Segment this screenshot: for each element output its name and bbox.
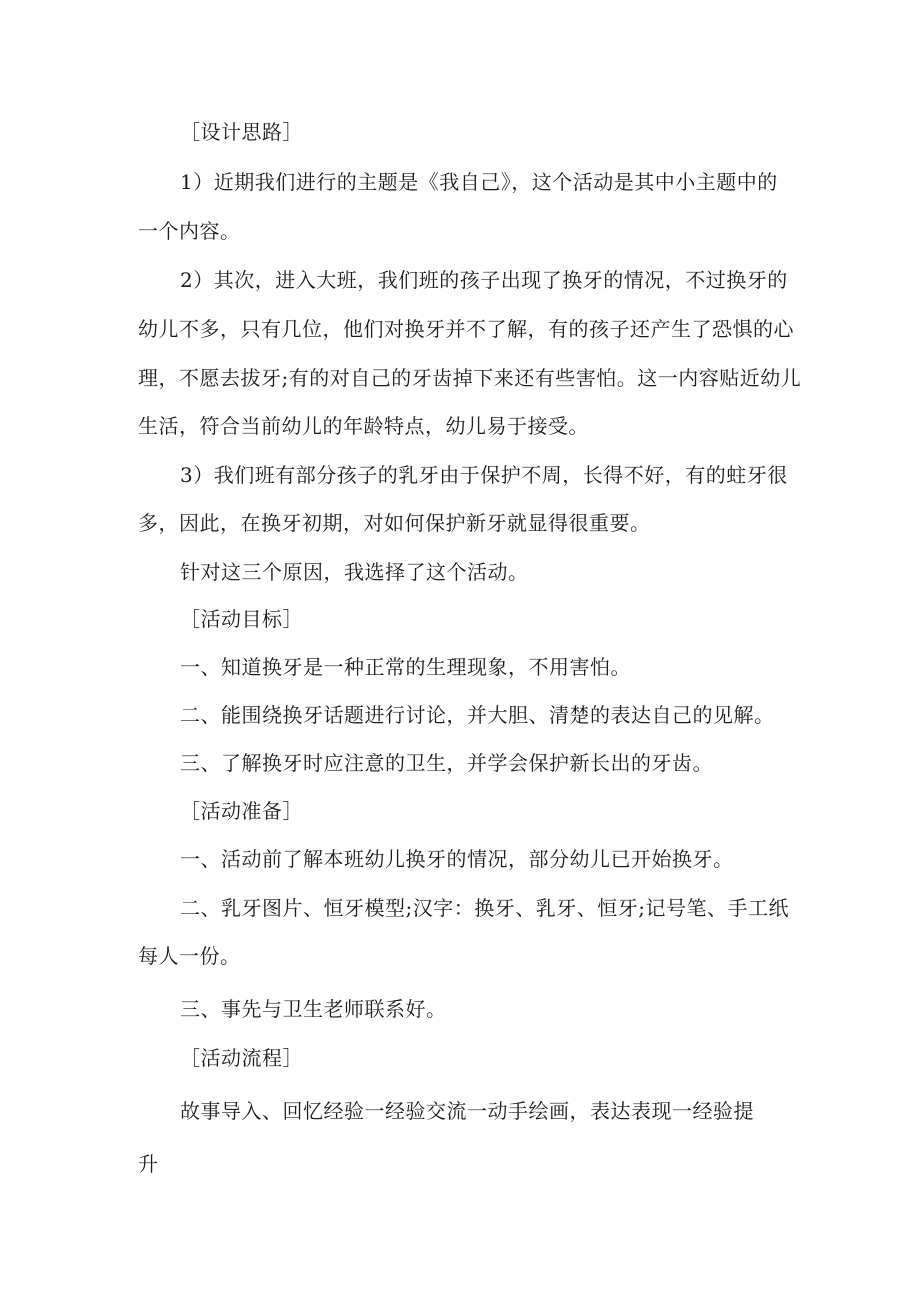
paragraph-2-line-2: 幼儿不多，只有几位，他们对换牙并不了解，有的孩子还产生了恐惧的心: [138, 317, 794, 341]
paragraph-2-line-4: 生活，符合当前幼儿的年龄特点，幼儿易于接受。: [138, 414, 589, 438]
paragraph-3-line-2: 多，因此，在换牙初期，对如何保护新牙就显得很重要。: [138, 511, 651, 535]
paragraph-2-line-1: 2）其次，进入大班，我们班的孩子出现了换牙的情况，不过换牙的: [180, 268, 788, 292]
goal-item-2: 二、能围绕换牙话题进行讨论，并大胆、清楚的表达自己的见解。: [180, 703, 775, 727]
section-heading-goals: ［活动目标］: [180, 607, 303, 631]
paragraph-1-line-1: 1）近期我们进行的主题是《我自己》，这个活动是其中小主题中的: [180, 170, 778, 194]
preparation-item-2-line-1: 二、乳牙图片、恒牙模型;汉字：换牙、乳牙、恒牙;记号笔、手工纸: [180, 896, 789, 920]
paragraph-2-line-3: 理，不愿去拔牙;有的对自己的牙齿掉下来还有些害怕。这一内容贴近幼儿: [138, 366, 802, 390]
section-heading-preparation: ［活动准备］: [180, 799, 303, 823]
flow-line-1: 故事导入、回忆经验一经验交流一动手绘画，表达表现一经验提: [180, 1099, 754, 1123]
flow-line-2: 升: [138, 1152, 159, 1176]
goal-item-3: 三、了解换牙时应注意的卫生，并学会保护新长出的牙齿。: [180, 751, 713, 775]
goal-item-1: 一、知道换牙是一种正常的生理现象，不用害怕。: [180, 655, 631, 679]
paragraph-3-line-1: 3）我们班有部分孩子的乳牙由于保护不周，长得不好，有的蛀牙很: [180, 463, 788, 487]
preparation-item-3: 三、事先与卫生老师联系好。: [180, 997, 447, 1021]
paragraph-1-line-2: 一个内容。: [138, 219, 241, 243]
preparation-item-1: 一、活动前了解本班幼儿换牙的情况，部分幼儿已开始换牙。: [180, 847, 734, 871]
preparation-item-2-line-2: 每人一份。: [138, 944, 241, 968]
paragraph-4: 针对这三个原因，我选择了这个活动。: [180, 560, 529, 584]
section-heading-design: ［设计思路］: [180, 120, 303, 144]
section-heading-flow: ［活动流程］: [180, 1046, 303, 1070]
